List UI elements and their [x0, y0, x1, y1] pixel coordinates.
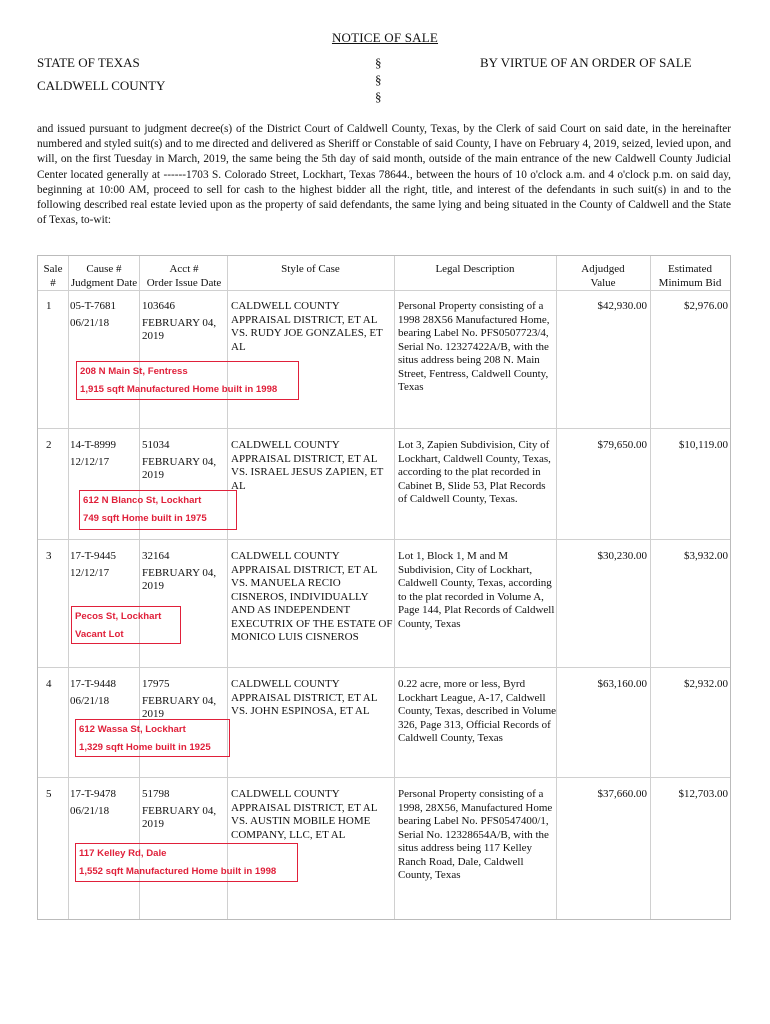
legal-description: 0.22 acre, more or less, Byrd Lockhart League, A-17, Caldwell County, Texas, described in Volume 326, Page 313, Official Records of Caldwell County, Texas: [398, 678, 557, 744]
notice-title: NOTICE OF SALE: [331, 30, 439, 45]
header-acct: Acct # Order Issue Date: [146, 263, 222, 289]
legal-description: Personal Property consisting of a 1998 28X56 Manufactured Home, bearing Label No. PFS0507723/4, Serial No. 12327422A/B, with the situs address being 208 N. Main Street, Fentress, Caldwell County, Texas: [398, 300, 550, 393]
adjudged-value: $79,650.00: [597, 439, 647, 451]
intro-paragraph: and issued pursuant to judgment decree(s) of the District Court of Caldwell County, Texas, by the Clerk of said Court on said date, in the hereinafter numbered and styled suit(s) and to me directed and delivered as Sheriff or Constable of said County, I have on February 4, 2019, seized, levied upon, and will, on the first Tuesday in March, 2019, the same being the 5th day of said month, outside of the main entrance of the new Caldwell County Judicial Center located generally at ------1703 S. Colorado Street, Lockhart, Texas 78644., between the hours of 10 o'clock a.m. and 4 o'clock p.m. on said day, beginning at 10:00 AM, proceed to sell for cash to the highest bidder all the right, title, and interest of the defendants in such suit(s) in and to the following described real estate levied upon as the property of said defendants, the same lying and being situated in the County of Caldwell and the State of Texas, to-wit:: [37, 123, 731, 227]
adjudged-value: $30,230.00: [597, 550, 647, 562]
row-divider: [38, 667, 730, 668]
property-annotation: 612 Wassa St, Lockhart 1,329 sqft Home built in 1925: [75, 719, 230, 757]
account-number: 17975 FEBRUARY 04, 2019: [142, 678, 217, 720]
style-of-case: CALDWELL COUNTY APPRAISAL DISTRICT, ET AL VS. MANUELA RECIO CISNEROS, INDIVIDUALLY AND AS INDEPENDENT EXECUTRIX OF THE ESTATE OF MONICO LUIS CISNEROS: [231, 550, 393, 643]
column-divider: [650, 256, 651, 919]
account-number: 51798 FEBRUARY 04, 2019: [142, 788, 217, 830]
minimum-bid: $2,976.00: [684, 300, 728, 312]
minimum-bid: $10,119.00: [678, 439, 728, 451]
style-of-case: CALDWELL COUNTY APPRAISAL DISTRICT, ET AL VS. RUDY JOE GONZALES, ET AL: [231, 300, 383, 353]
legal-description: Lot 1, Block 1, M and M Subdivision, City of Lockhart, Caldwell County, Texas, according to the plat recorded in Volume A, Page 144, Plat Records of Caldwell County, Texas: [398, 550, 555, 630]
header-sale: Sale #: [43, 263, 63, 289]
order-of-sale-heading: BY VIRTUE OF AN ORDER OF SALE: [480, 55, 692, 70]
adjudged-value: $63,160.00: [597, 678, 647, 690]
column-divider: [394, 256, 395, 919]
adjudged-value: $37,660.00: [597, 788, 647, 800]
minimum-bid: $12,703.00: [678, 788, 728, 800]
column-divider: [139, 256, 140, 919]
section-symbol-1: §: [375, 55, 382, 70]
header-cause: Cause # Judgment Date: [70, 263, 138, 289]
minimum-bid: $3,932.00: [684, 550, 728, 562]
cause-number: 17-T-9445 12/12/17: [70, 550, 117, 579]
county-heading: CALDWELL COUNTY: [37, 78, 166, 93]
property-annotation: 117 Kelley Rd, Dale 1,552 sqft Manufactured Home built in 1998: [75, 843, 298, 882]
legal-description: Personal Property consisting of a 1998, 28X56, Manufactured Home bearing Label No. PFS0547400/1, Serial No. 12328654A/B, with the situs address being 117 Kelley Ranch Road, Dale, Caldwell County, Texas: [398, 788, 553, 881]
sale-number: 3: [46, 550, 52, 562]
header-adjudged: Adjudged Value: [581, 263, 625, 289]
header-style: Style of Case: [281, 263, 340, 275]
account-number: 51034 FEBRUARY 04, 2019: [142, 439, 217, 481]
style-of-case: CALDWELL COUNTY APPRAISAL DISTRICT, ET AL VS. JOHN ESPINOSA, ET AL: [231, 678, 378, 717]
section-symbol-2: §: [375, 72, 382, 87]
property-annotation: 208 N Main St, Fentress 1,915 sqft Manufactured Home built in 1998: [76, 361, 299, 400]
cause-number: 17-T-9478 06/21/18: [70, 788, 117, 817]
adjudged-value: $42,930.00: [597, 300, 647, 312]
sale-number: 1: [46, 300, 52, 312]
cause-number: 14-T-8999 12/12/17: [70, 439, 117, 468]
column-divider: [227, 256, 228, 919]
property-annotation: Pecos St, Lockhart Vacant Lot: [71, 606, 181, 644]
row-divider: [38, 428, 730, 429]
row-divider: [38, 290, 730, 291]
section-symbol-3: §: [375, 89, 382, 104]
account-number: 103646 FEBRUARY 04, 2019: [142, 300, 217, 342]
property-annotation: 612 N Blanco St, Lockhart 749 sqft Home built in 1975: [79, 490, 237, 530]
sale-table: [37, 255, 731, 920]
sale-number: 4: [46, 678, 52, 690]
header-min-bid: Estimated Minimum Bid: [658, 263, 722, 289]
sale-number: 5: [46, 788, 52, 800]
row-divider: [38, 539, 730, 540]
cause-number: 05-T-7681 06/21/18: [70, 300, 117, 329]
account-number: 32164 FEBRUARY 04, 2019: [142, 550, 217, 592]
style-of-case: CALDWELL COUNTY APPRAISAL DISTRICT, ET AL VS. ISRAEL JESUS ZAPIEN, ET AL: [231, 439, 384, 492]
column-divider: [68, 256, 69, 919]
sale-number: 2: [46, 439, 52, 451]
cause-number: 17-T-9448 06/21/18: [70, 678, 117, 707]
style-of-case: CALDWELL COUNTY APPRAISAL DISTRICT, ET AL VS. AUSTIN MOBILE HOME COMPANY, LLC, ET AL: [231, 788, 378, 841]
header-legal: Legal Description: [435, 263, 515, 275]
minimum-bid: $2,932.00: [684, 678, 728, 690]
column-divider: [556, 256, 557, 919]
legal-description: Lot 3, Zapien Subdivision, City of Lockhart, Caldwell County, Texas, according to the plat recorded in Cabinet B, Slide 53, Plat Records of Caldwell County, Texas.: [398, 439, 551, 505]
row-divider: [38, 777, 730, 778]
state-heading: STATE OF TEXAS: [37, 55, 140, 70]
